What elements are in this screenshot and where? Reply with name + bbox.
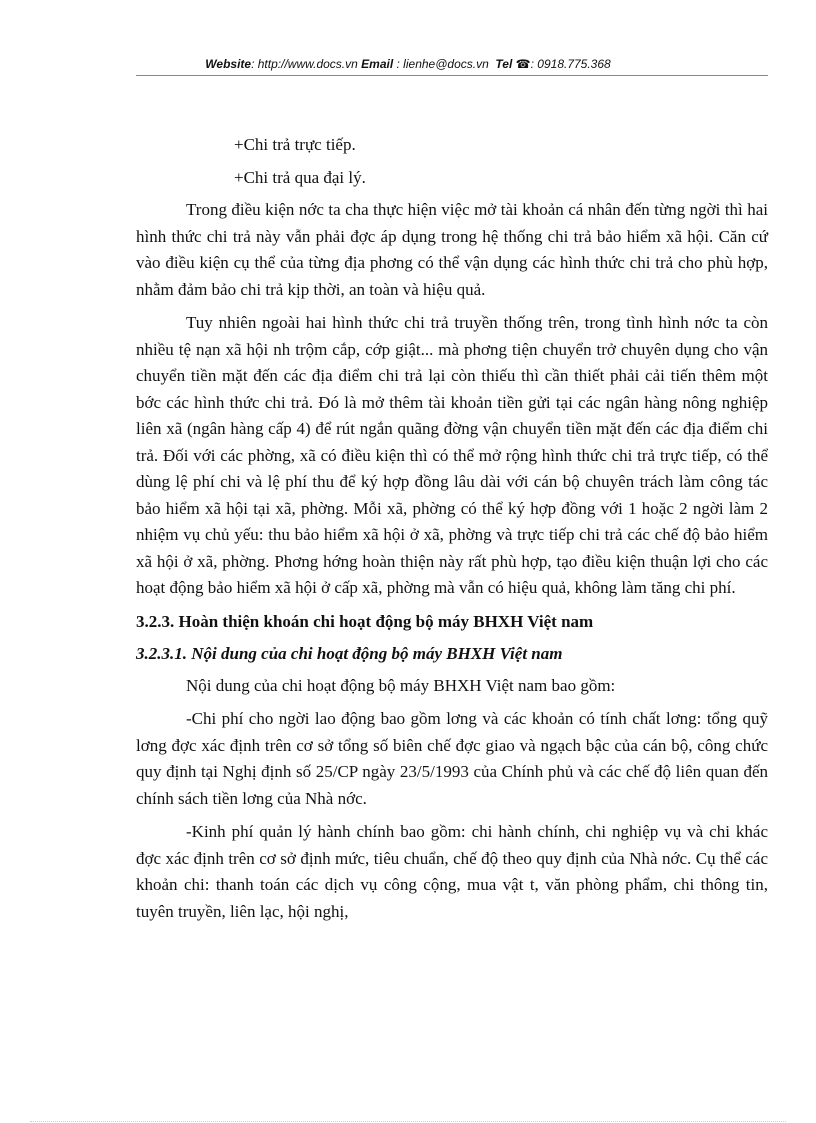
section-heading: 3.2.3. Hoàn thiện khoán chi hoạt động bộ máy BHXH Việt nam [136, 611, 594, 631]
paragraph: -Kinh phí quản lý hành chính bao gồm: chi hành chính, chi nghiệp vụ và chi khác đợc xác định trên cơ sở định mức, tiêu chuẩn, chế độ theo quy định của Nhà nớc. Cụ thể các khoản chi: thanh toán các dịch vụ công cộng, mua vật t, văn phòng phẩm, chi thông tin, tuyên truyền, liên lạc, hội nghị, [136, 822, 768, 921]
footer-divider [30, 1121, 786, 1122]
paragraph: -Chi phí cho ngời lao động bao gồm lơng và các khoản có tính chất lơng: tổng quỹ lơng đợc xác định trên cơ sở tổng số biên chế đợc giao và ngạch bậc của cán bộ, công chức quy định tại Nghị định số 25/CP ngày 23/5/1993 của Chính phủ và các chế độ liên quan đến chính sách tiền lơng của Nhà nớc. [136, 709, 768, 808]
document-body [136, 132, 768, 932]
page-header [0, 57, 816, 71]
website-label: Website [205, 57, 252, 71]
phone-icon: ☎ [515, 57, 531, 71]
tel-label: Tel [495, 57, 513, 71]
header-divider [136, 75, 768, 76]
bullet-agent-payment: +Chi trả qua đại lý. [234, 167, 366, 187]
subsection-heading: 3.2.3.1. Nội dung của chi hoạt động bộ máy BHXH Việt nam [136, 643, 563, 663]
email-label: Email [361, 57, 394, 71]
paragraph: Trong điều kiện nớc ta cha thực hiện việc mở tài khoản cá nhân đến từng ngời thì hai hình thức chi trả này vẫn phải đợc áp dụng trong hệ thống chi trả bảo hiểm xã hội. Căn cứ vào điều kiện cụ thể của từng địa phơng có thể vận dụng các hình thức chi trả cho phù hợp, nhằm đảm bảo chi trả kịp thời, an toàn và hiệu quả. [136, 200, 768, 299]
paragraph: Nội dung của chi hoạt động bộ máy BHXH Việt nam bao gồm: [186, 675, 616, 695]
website-url: : http://www.docs.vn [251, 57, 358, 71]
paragraph: Tuy nhiên ngoài hai hình thức chi trả truyền thống trên, trong tình hình nớc ta còn nhiều tệ nạn xã hội nh trộm cắp, cớp giật... mà phơng tiện chuyển trở chuyên dụng cho vận chuyển tiền mặt đến các địa điểm chi trả lại còn thiếu thì cần thiết phải cải tiến thêm một bớc các hình thức chi trả. Đó là mở thêm tài khoản tiền gửi tại các ngân hàng nông nghiệp liên xã (ngân hàng cấp 4) để rút ngắn quãng đờng vận chuyển tiền mặt đến các địa điểm chi trả. Đối với các phờng, xã có điều kiện thì có thể mở rộng hình thức chi trả trực tiếp, có thể dùng lệ phí chi và lệ phí thu để ký hợp đồng lâu dài với cán bộ chuyên trách làm công tác bảo hiểm xã hội tại xã, phờng. Mỗi xã, phờng có thể ký hợp đồng với 1 hoặc 2 ngời làm 2 nhiệm vụ chủ yếu: thu bảo hiểm xã hội ở xã, phờng và trực tiếp chi trả các chế độ bảo hiểm xã hội ở xã, phờng. Phơng hớng hoàn thiện này rất phù hợp, tạo điều kiện thuận lợi cho các hoạt động bảo hiểm xã hội ở cấp xã, phờng mà vẫn có hiệu quả, không làm tăng chi phí. [136, 313, 768, 597]
tel-number: : 0918.775.368 [530, 57, 611, 71]
bullet-direct-payment: +Chi trả trực tiếp. [234, 135, 356, 154]
email-address: : lienhe@docs.vn [396, 57, 489, 71]
